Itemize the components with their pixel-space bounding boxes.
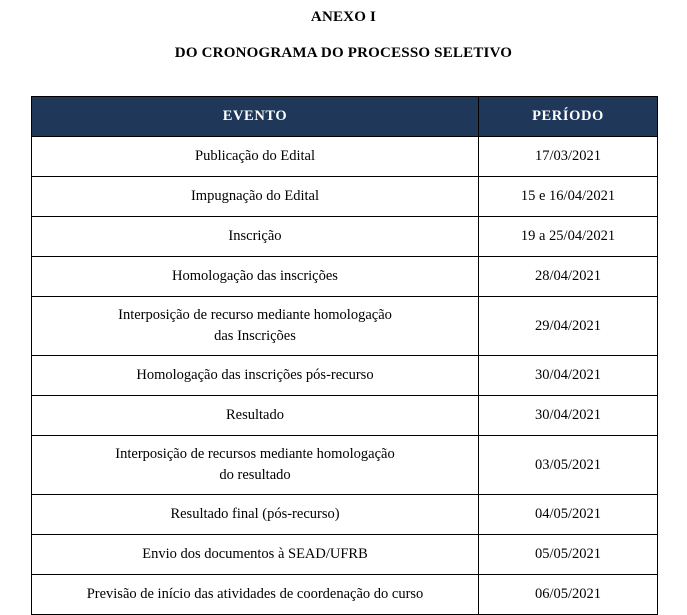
table-row [32,217,658,257]
cell-evento-line: Impugnação do Edital [190,188,320,204]
table-row [32,297,658,356]
cell-evento-line: Homologação das inscrições pós-recurso [136,367,374,383]
cell-evento [32,356,479,396]
column-header-evento: EVENTO [32,97,479,137]
cell-evento [32,137,479,177]
table-row [32,257,658,297]
cell-evento [32,535,479,575]
cell-periodo: 06/05/2021 [479,575,658,615]
cell-evento [32,436,479,495]
cell-periodo: 28/04/2021 [479,257,658,297]
table-header [32,97,658,137]
document-titles [0,0,687,63]
cell-evento-line: Previsão de início das atividades de coordenação do curso [86,586,424,602]
cell-periodo: 04/05/2021 [479,495,658,535]
cell-evento-line: Resultado final (pós-recurso) [170,506,340,522]
table-row [32,495,658,535]
schedule-table-container [31,96,657,615]
cell-periodo: 30/04/2021 [479,356,658,396]
cell-periodo: 29/04/2021 [479,297,658,356]
table-row [32,356,658,396]
document-subtitle: DO CRONOGRAMA DO PROCESSO SELETIVO [174,45,513,61]
cell-periodo: 30/04/2021 [479,396,658,436]
cell-evento-line: das Inscrições [214,328,296,344]
cell-periodo: 03/05/2021 [479,436,658,495]
cell-periodo: 19 a 25/04/2021 [479,217,658,257]
schedule-table [31,96,658,615]
table-header-row [32,97,658,137]
cell-evento-line: do resultado [219,467,291,483]
cell-periodo: 15 e 16/04/2021 [479,177,658,217]
table-row [32,137,658,177]
cell-evento [32,495,479,535]
cell-evento-line: Interposição de recursos mediante homologação [115,446,395,462]
cell-evento [32,396,479,436]
cell-evento-line: Inscrição [228,228,282,244]
cell-periodo: 05/05/2021 [479,535,658,575]
table-row [32,177,658,217]
cell-evento-line: Publicação do Edital [195,148,315,164]
cell-evento [32,177,479,217]
cell-evento [32,297,479,356]
document-title: ANEXO I [310,9,377,25]
column-header-periodo: PERÍODO [479,97,658,137]
cell-evento-line: Homologação das inscrições [172,268,338,284]
cell-evento-line: Resultado [226,407,284,423]
table-row [32,436,658,495]
table-body [32,137,658,615]
cell-evento [32,217,479,257]
cell-periodo: 17/03/2021 [479,137,658,177]
table-row [32,396,658,436]
cell-evento-line: Envio dos documentos à SEAD/UFRB [142,546,368,562]
table-row [32,575,658,615]
cell-evento-line: Interposição de recurso mediante homologação [118,307,392,323]
cell-evento [32,575,479,615]
table-row [32,535,658,575]
cell-evento [32,257,479,297]
